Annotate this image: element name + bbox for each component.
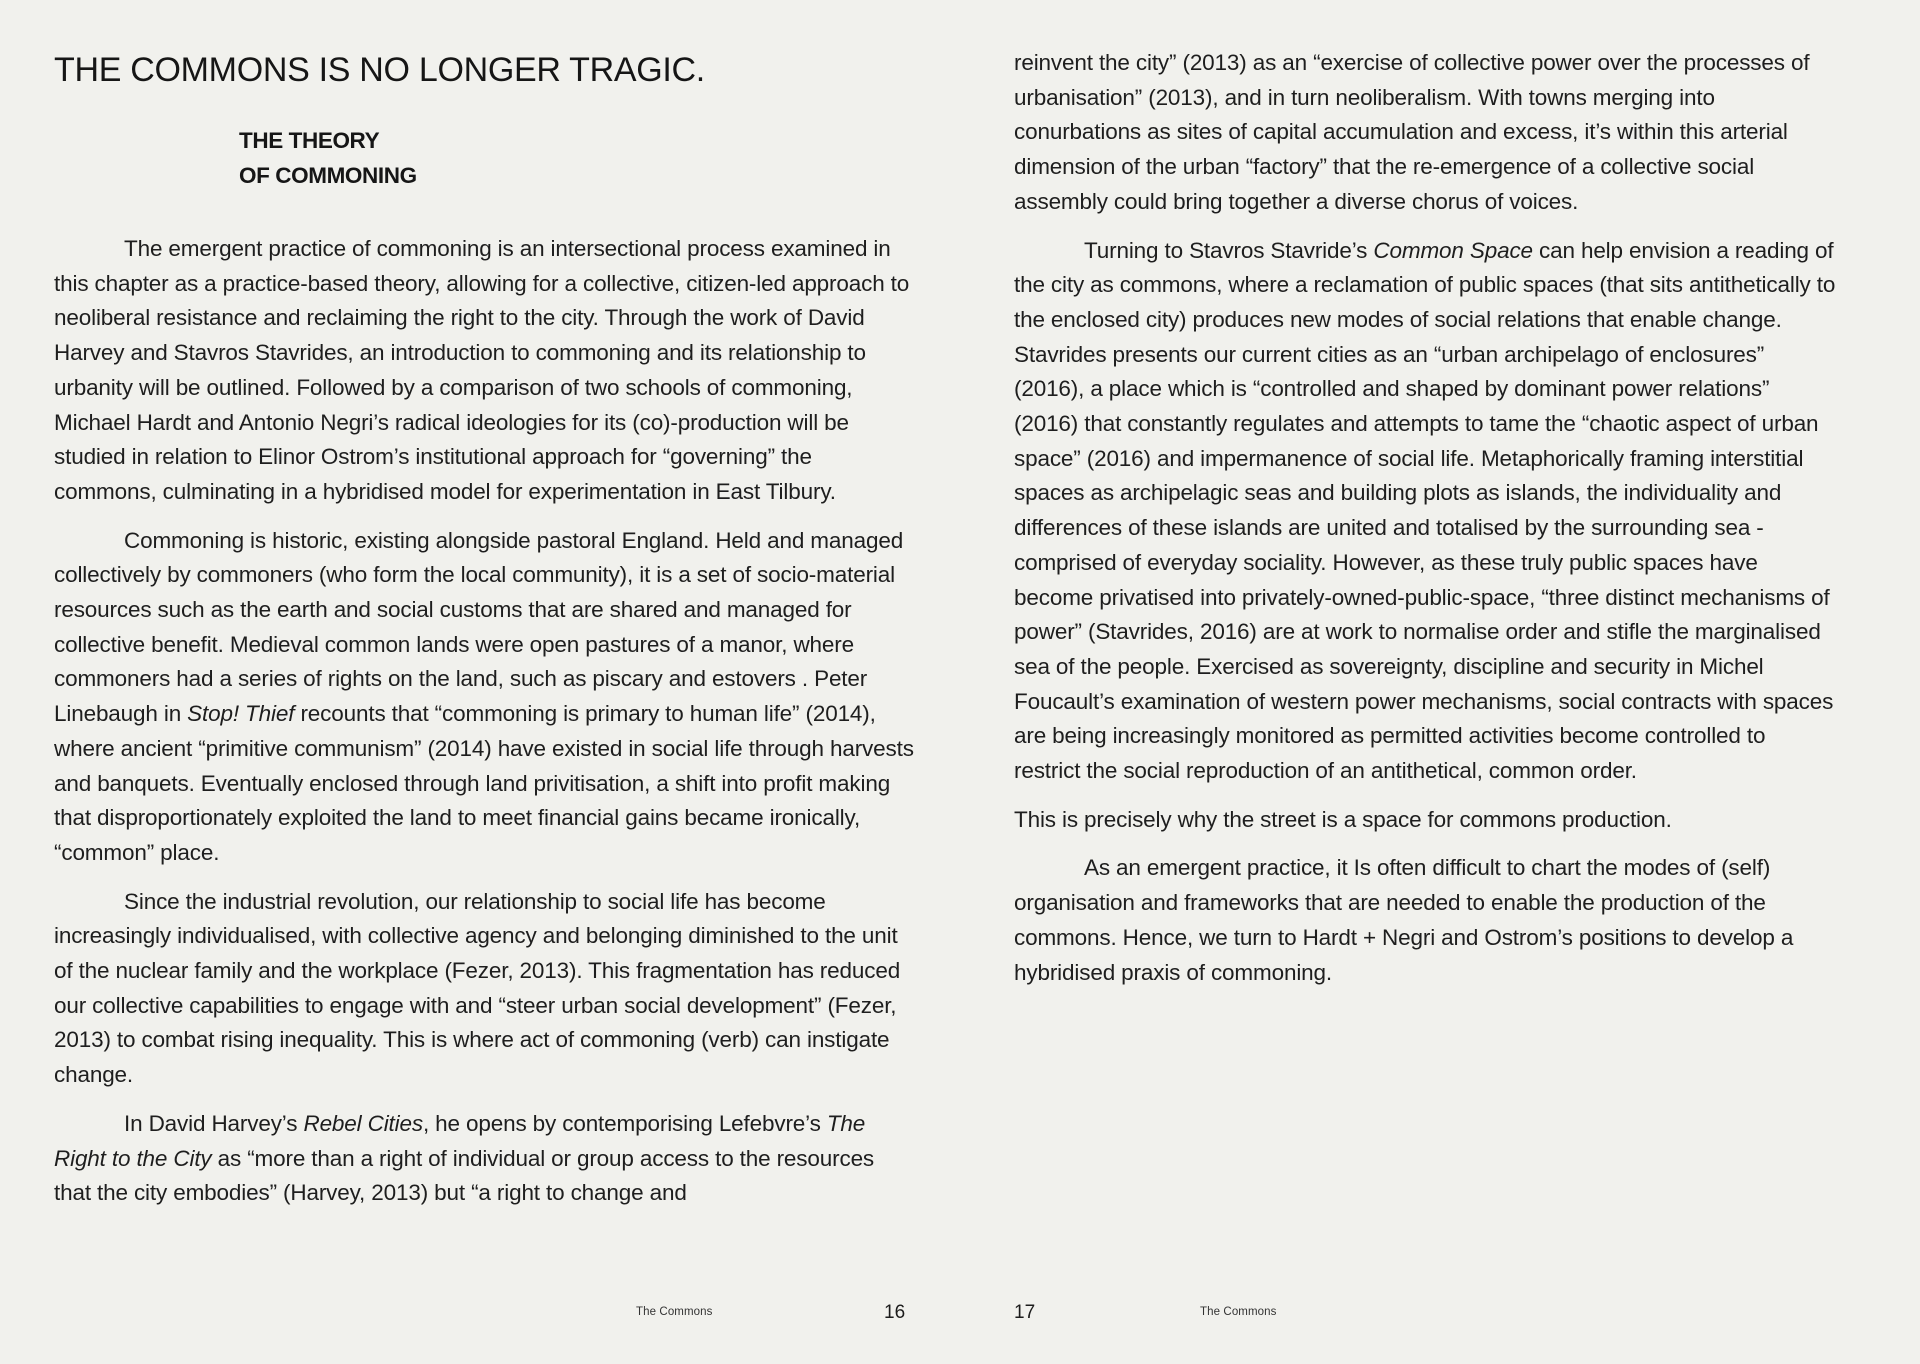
running-footer-right: The Commons (1200, 1306, 1277, 1318)
paragraph-continued: reinvent the city” (2013) as an “exercise of collective power over the processes of urbanisation” (2013), and in turn neoliberalism. With towns merging into conurbations as sites of capital accumulation and excess, it’s within this arterial dimension of the urban “factory” that the re-emergence of a collective social assembly could bring together a diverse chorus of voices. (1014, 50, 1810, 214)
running-footer-left: The Commons (636, 1306, 713, 1318)
paragraph-2-text-a: Commoning is historic, existing alongside pastoral England. Held and managed collectively by commoners (who form the local community), it is a set of socio-material resources such as the earth and social customs that are shared and managed for collective benefit. Medieval common lands were open pastures of a manor, where commoners had a series of rights on the land, such as piscary and estovers . Peter Linebaugh in (54, 527, 904, 727)
book-title-rebel-cities: Rebel Cities (303, 1110, 423, 1136)
book-title-common-space: Common Space (1373, 237, 1533, 263)
paragraph-7: As an emergent practice, it Is often difficult to chart the modes of (self) organisation and frameworks that are needed to enable the production of the commons. Hence, we turn to Hardt + Negri and Ostrom’s positions to develop a hybridised praxis of commoning. (1014, 855, 1794, 985)
chapter-title: THE COMMONS IS NO LONGER TRAGIC. (54, 51, 705, 89)
book-title-stop-thief: Stop! Thief (187, 701, 295, 727)
paragraph-4-text-b: , he opens by contemporising Lefebvre’s (422, 1110, 827, 1136)
paragraph-3: Since the industrial revolution, our relationship to social life has become increasingly individualised, with collective agency and belonging diminished to the unit of the nuclear family and the workplace (Fezer, 2013). This fragmentation has reduced our collective capabilities to engage with and “steer urban social development” (Fezer, 2013) to combat rising inequality. This is where act of commoning (verb) can instigate change. (54, 888, 901, 1088)
paragraph-5-text-a: Turning to Stavros Stavride’s (1084, 237, 1374, 263)
left-body-text (54, 232, 916, 1225)
section-subtitle (239, 124, 417, 193)
paragraph-2-text-b: recounts that “commoning is primary to human life” (2014), where ancient “primitive communism” (2014) have existed in social life through harvests and banquets. Eventually enclosed through land privitisation, a shift into profit making that disproportionately exploited the land to meet financial gains became ironically, “common” place. (54, 701, 914, 865)
book-title-right-to-the-city: The Right to the City (54, 1110, 866, 1171)
paragraph-6: This is precisely why the street is a space for commons production. (1014, 806, 1672, 832)
right-body-text (1014, 46, 1836, 1004)
subtitle-line-2: OF COMMONING (239, 162, 417, 188)
right-page (960, 0, 1920, 1364)
paragraph-1: The emergent practice of commoning is an intersectional process examined in this chapter as a practice-based theory, allowing for a collective, citizen-led approach to neoliberal resistance and reclaiming the right to the city. Through the work of David Harvey and Stavros Stavrides, an introduction to commoning and its relationship to urbanity will be outlined. Followed by a comparison of two schools of commoning, Michael Hardt and Antonio Negri’s radical ideologies for its (co)-production will be studied in relation to Elinor Ostrom’s institutional approach for “governing” the commons, culminating in a hybridised model for experimentation in East Tilbury. (54, 236, 910, 504)
paragraph-4 (54, 1107, 916, 1211)
paragraph-4-text-a: In David Harvey’s (124, 1110, 304, 1136)
paragraph-4-text-c: as “more than a right of individual or group access to the resources that the city embodies” (Harvey, 2013) but “a right to change and (54, 1145, 875, 1206)
paragraph-2 (54, 524, 916, 871)
paragraph-5-text-b: can help envision a reading of the city as commons, where a reclamation of public spaces (that sits antithetically to the enclosed city) produces new modes of social relations that enable change. Stavrides presents our current cities as an “urban archipelago of enclosures” (2016), a place which is “controlled and shaped by dominant power relations” (2016) that constantly regulates and attempts to tame the “chaotic aspect of urban space” (2016) and impermanence of social life. Metaphorically framing interstitial spaces as archipelagic seas and building plots as islands, the individuality and differences of these islands are united and totalised by the surrounding sea - comprised of everyday sociality. However, as these truly public spaces have become privatised into privately-owned-public-space, “three distinct mechanisms of power” (Stavrides, 2016) are at work to normalise order and stifle the marginalised sea of the people. Exercised as sovereignty, discipline and security in Michel Foucault’s examination of western power mechanisms, social contracts with spaces are being increasingly monitored as permitted activities become controlled to restrict the social reproduction of an antithetical, common order. (1014, 237, 1836, 784)
subtitle-line-1: THE THEORY (239, 128, 380, 153)
page-number-right: 17 (1014, 1302, 1036, 1323)
paragraph-5 (1014, 234, 1836, 789)
page-number-left: 16 (884, 1302, 906, 1323)
